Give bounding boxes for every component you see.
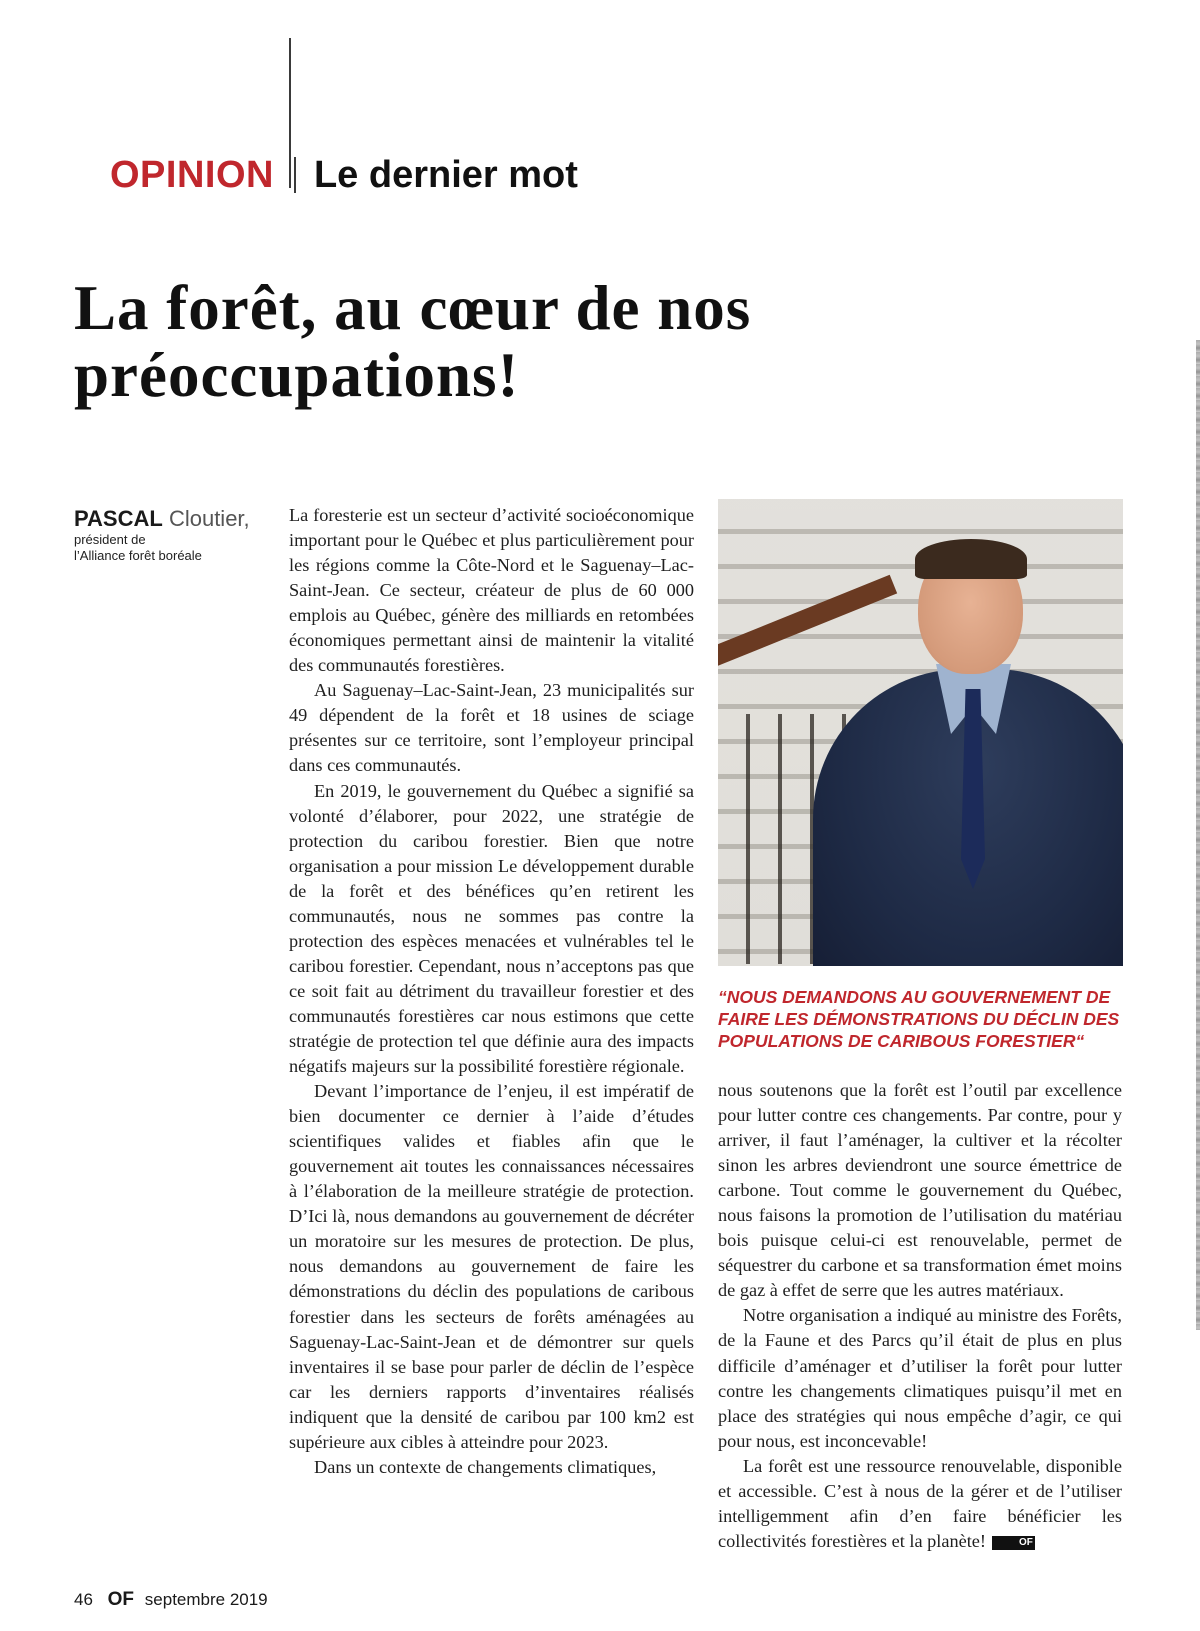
author-last-name: Cloutier, [168, 506, 250, 531]
section-label: OPINION [110, 153, 274, 196]
paragraph: Devant l’importance de l’enjeu, il est impératif de bien documenter ce dernier à l’aide d’études scientifiques valides et fiables afin que le gouvernement ait toutes les connaissances nécessaires à l’élaboration de la meilleure stratégie de protection. D’Ici là, nous demandons au gouvernement de décréter un moratoire sur les mesures de protection. De plus, nous demandons au gouvernement de faire les démonstrations du déclin des populations de caribous forestier dans les secteurs de forêts aménagées au Saguenay-Lac-Saint-Jean et de démontrer sur quels inventaires il se base pour parler de déclin de l’espèce car les derniers rapports d’inventaires réalisés indiquent que la densité de caribou par 100 km2 est supérieure aux cibles à atteindre pour 2023. [289, 1081, 694, 1452]
page-number: 46 [74, 1590, 93, 1609]
magazine-name: OF [107, 1589, 135, 1610]
pull-quote: “NOUS DEMANDONS AU GOUVERNEMENT DE FAIRE LES DÉMONSTRATIONS DU DÉCLIN DES POPULATIONS DE CARIBOUS FORESTIER“ [718, 987, 1120, 1051]
article-headline: La forêt, au cœur de nos préoccupations! [74, 273, 752, 410]
paragraph: nous soutenons que la forêt est l’outil par excellence pour lutter contre ces changements. Par contre, pour y arriver, il faut l’aménager, la cultiver et la récolter sinon les arbres deviendront une source émettrice de carbone. Tout comme le gouvernement du Québec, nous faisons la promotion de l’utilisation du matériau bois puisque celui-ci est renouvelable, permet de séquestrer du carbone et sa transformation émet moins de gaz à effet de serre que les autres matériaux. [718, 1080, 1122, 1301]
paragraph [718, 1454, 1122, 1554]
author-name [74, 507, 274, 531]
article-column-1 [289, 503, 694, 1480]
photo-hair [915, 539, 1027, 579]
author-role-line-1: président de [74, 532, 146, 547]
author-first-name: PASCAL [74, 506, 163, 531]
page-footer [74, 1589, 268, 1611]
paragraph: La foresterie est un secteur d’activité socioéconomique important pour le Québec et plus particulièrement pour les régions comme la Côte-Nord et le Saguenay–Lac-Saint-Jean. Ce secteur, créateur de plus de 60 000 emplois au Québec, génère des milliards en retombées économiques permettant ainsi de maintenir la vitalité des communautés forestières. [289, 505, 694, 676]
page-edge-strip [1196, 340, 1200, 1330]
paragraph: En 2019, le gouvernement du Québec a signifié sa volonté d’élaborer, pour 2022, une stratégie de protection du caribou forestier. Bien que notre organisation a pour mission Le développement durable de la forêt et des bénéfices qu’en retirent les communautés, nous ne sommes pas contre la protection des espèces menacées et vulnérables tel le caribou forestier. Cependant, nous n’acceptons pas que ce soit fait au détriment du travailleur forestier et des communautés forestières car nous estimons que cette stratégie de protection tel que définie aura des impacts négatifs majeurs sur la possibilité forestière régionale. [289, 780, 694, 1077]
article-column-2 [718, 1078, 1122, 1554]
end-of-article-mark: OF [992, 1536, 1035, 1550]
author-photo [718, 499, 1123, 966]
author-role-line-2: l’Alliance forêt boréale [74, 548, 202, 563]
paragraph-text: La forêt est une ressource renouvelable, disponible et accessible. C’est à nous de la gérer et de l’utiliser intelligemment afin d’en faire bénéficier les collectivités forestières et la planète! [718, 1455, 1122, 1551]
paragraph: Au Saguenay–Lac-Saint-Jean, 23 municipalités sur 49 dépendent de la forêt et 18 usines de sciage présentes sur ce territoire, sont l’employeur principal dans ces communautés. [289, 680, 694, 776]
paragraph: Notre organisation a indiqué au ministre des Forêts, de la Faune et des Parcs qu’il était de plus en plus difficile d’aménager et d’utiliser la forêt pour lutter contre les changements climatiques puisqu’il met en place des stratégies qui nous empêche d’agir, ce qui pour nous, est inconcevable! [718, 1305, 1122, 1451]
issue-date: septembre 2019 [144, 1590, 268, 1609]
section-rubric [110, 150, 578, 200]
rubric-divider [294, 157, 296, 193]
section-title: Le dernier mot [313, 153, 578, 196]
author-byline [74, 507, 274, 563]
paragraph: Dans un contexte de changements climatiques, [314, 1456, 657, 1477]
